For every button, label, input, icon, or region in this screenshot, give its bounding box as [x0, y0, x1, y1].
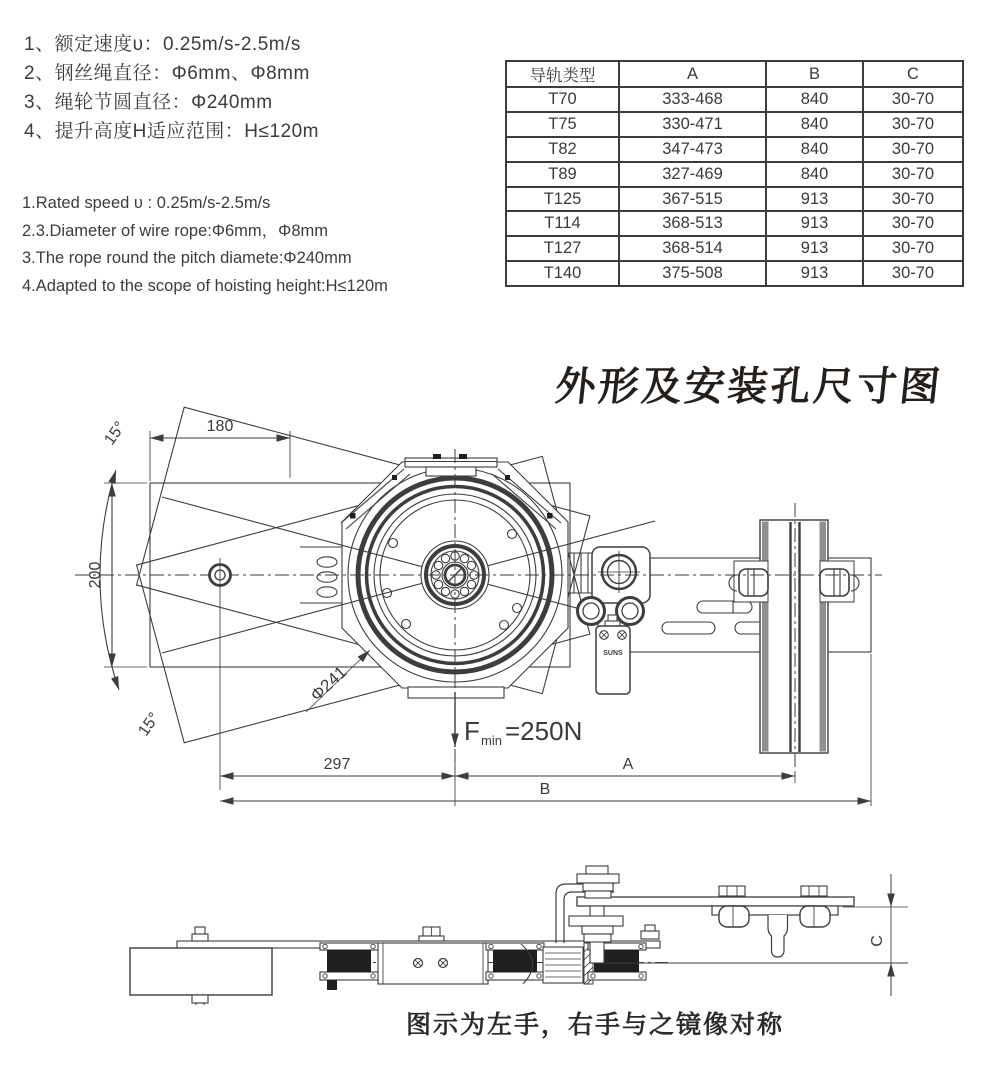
dim-label-15-top: 15°: [101, 418, 130, 449]
dim-label-c: C: [869, 935, 886, 947]
specs-chinese: [24, 30, 319, 146]
table-cell: T70: [506, 87, 619, 112]
dimension-sheave-diameter: [306, 650, 370, 712]
table-cell: T140: [506, 261, 619, 286]
middle-housing: [378, 927, 488, 984]
table-cell: 840: [766, 137, 863, 162]
dim-label-180: 180: [206, 418, 234, 435]
table-row: [506, 211, 963, 236]
table-cell: T114: [506, 211, 619, 236]
table-cell: 30-70: [863, 261, 963, 286]
table-row: [506, 162, 963, 187]
dimension-180: [150, 418, 290, 481]
table-row: [506, 137, 963, 162]
table-cell: 375-508: [619, 261, 766, 286]
table-row: [506, 236, 963, 261]
spec-line-en-3: 3.The rope round the pitch diamete:Φ240mm: [22, 249, 352, 267]
spec-line-en-4: 4.Adapted to the scope of hoisting height:H≤120m: [22, 276, 388, 295]
brake-block-1: [320, 943, 378, 990]
force-label-value: =250N: [505, 716, 583, 746]
spec-line-cn-2: 2、钢丝绳直径：Φ6mm、Φ8mm: [24, 63, 310, 84]
table-row: [506, 187, 963, 212]
table-cell: 913: [766, 187, 863, 212]
handedness-caption: 图示为左手，右手与之镜像对称: [405, 1011, 784, 1039]
dim-label-297: 297: [323, 756, 351, 773]
spec-line-en-2: 2.3.Diameter of wire rope:Φ6mm，Φ8mm: [22, 221, 328, 240]
dim-label-b: B: [539, 781, 551, 798]
table-cell: 347-473: [619, 137, 766, 162]
table-row: [506, 87, 963, 112]
specs-english: [22, 190, 388, 300]
table-cell: 30-70: [863, 137, 963, 162]
rail-clip-left: [729, 561, 768, 602]
col-header-rail-type: 导轨类型: [506, 61, 619, 87]
table-cell: T89: [506, 162, 619, 187]
table-cell: 30-70: [863, 211, 963, 236]
table-cell: 913: [766, 261, 863, 286]
table-cell: T127: [506, 236, 619, 261]
dimension-swing-arc: [100, 419, 163, 740]
brake-block-2: [486, 943, 544, 980]
col-header-c: C: [863, 61, 963, 87]
table-header-row: [506, 61, 963, 87]
table-cell: T82: [506, 137, 619, 162]
guide-rail: [760, 503, 828, 769]
side-view-drawing: [0, 855, 1000, 1005]
dim-label-200: 200: [87, 561, 104, 589]
table-cell: 30-70: [863, 236, 963, 261]
dim-label-phi241: Φ241: [306, 662, 351, 705]
arm-slot-holes: [317, 557, 337, 597]
table-cell: 368-513: [619, 211, 766, 236]
pivot-hole: [210, 558, 231, 790]
rail-clip-right: [820, 561, 859, 602]
counterweight-box: [130, 927, 272, 1005]
rail-dimension-table: [505, 60, 964, 287]
table-row: [506, 112, 963, 137]
table-cell: 327-469: [619, 162, 766, 187]
table-cell: 367-515: [619, 187, 766, 212]
limit-switch: [596, 615, 630, 694]
spec-line-cn-3: 3、绳轮节圆直径：Φ240mm: [24, 92, 273, 113]
force-label-f: F: [464, 716, 480, 746]
col-header-b: B: [766, 61, 863, 87]
table-cell: 333-468: [619, 87, 766, 112]
table-cell: T75: [506, 112, 619, 137]
rope-force-annotation: [455, 692, 582, 748]
col-header-a: A: [619, 61, 766, 87]
table-cell: 30-70: [863, 187, 963, 212]
table-cell: 913: [766, 236, 863, 261]
table-cell: 840: [766, 112, 863, 137]
table-cell: T125: [506, 187, 619, 212]
outline-drawing-front-view: [0, 355, 1000, 833]
spec-line-en-1: 1.Rated speed υ : 0.25m/s-2.5m/s: [22, 194, 271, 212]
switch-brand-label: SUNS: [603, 650, 623, 657]
table-cell: 368-514: [619, 236, 766, 261]
rail-bracket-plate-side: [577, 897, 854, 906]
table-cell: 30-70: [863, 112, 963, 137]
table-cell: 30-70: [863, 162, 963, 187]
table-cell: 840: [766, 87, 863, 112]
table-row: [506, 261, 963, 286]
drawing-title: 外形及安装孔尺寸图: [553, 363, 946, 410]
spec-line-cn-4: 4、提升高度H适应范围：H≤120m: [24, 121, 319, 142]
force-label-sub: min: [481, 733, 502, 748]
dim-label-a: A: [622, 756, 634, 773]
spec-line-cn-1: 1、额定速度υ：0.25m/s-2.5m/s: [24, 34, 301, 55]
table-cell: 30-70: [863, 87, 963, 112]
table-cell: 330-471: [619, 112, 766, 137]
dim-label-15-bottom: 15°: [135, 709, 164, 740]
table-cell: 840: [766, 162, 863, 187]
table-cell: 913: [766, 211, 863, 236]
